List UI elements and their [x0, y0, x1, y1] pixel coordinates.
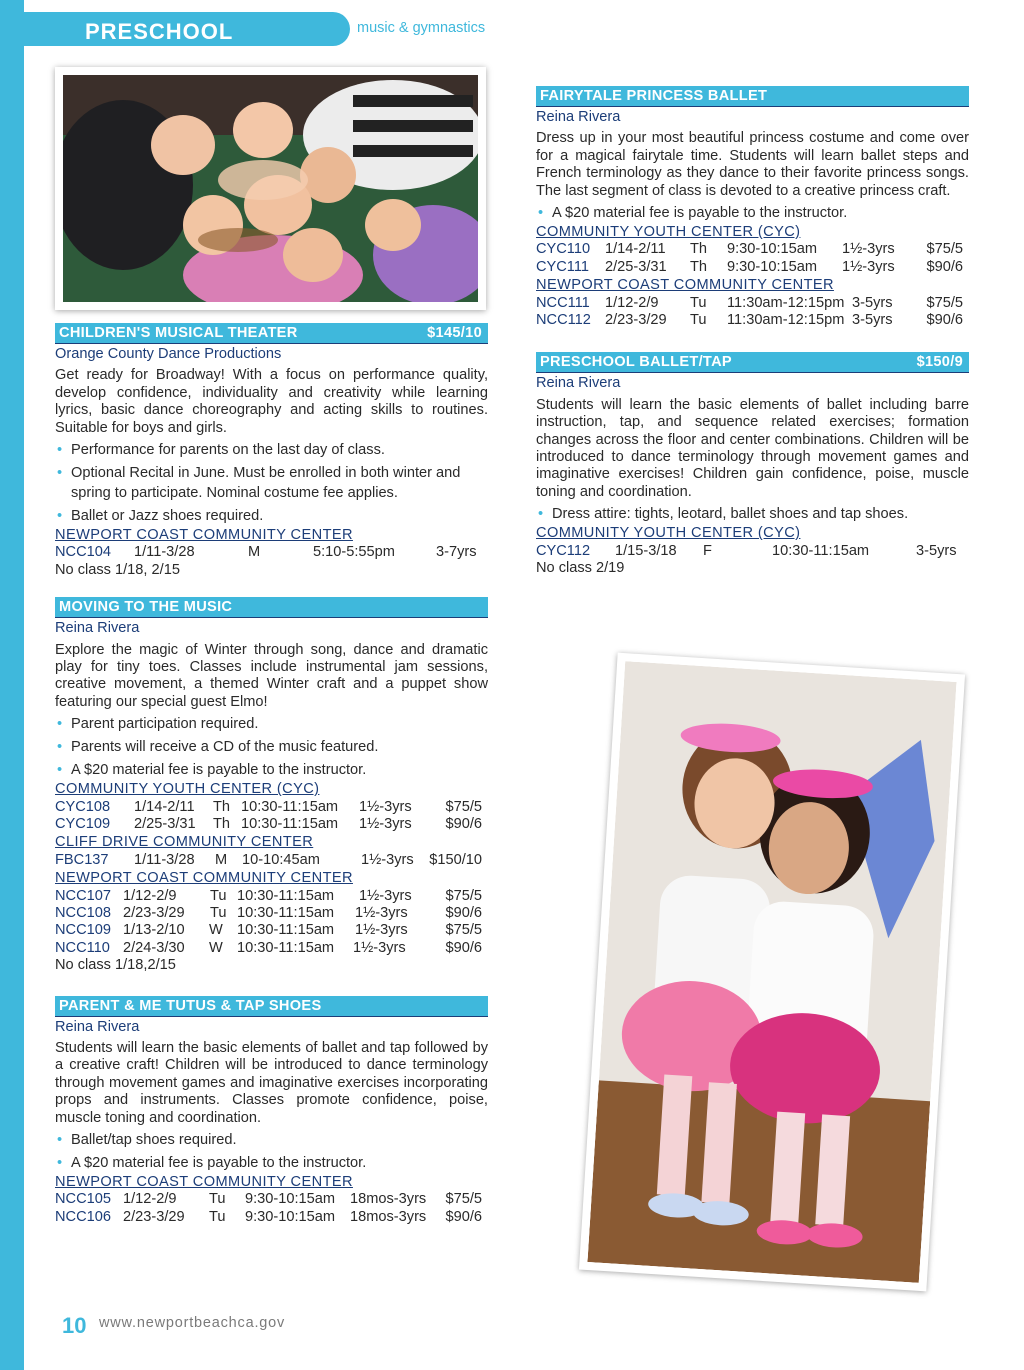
website-url: www.newportbeachca.gov: [99, 1315, 286, 1331]
class-dates: 2/23-3/29: [123, 905, 185, 922]
class-age: 3-5yrs: [852, 312, 893, 329]
course-description: Explore the magic of Winter through song, dance and dramatic play for tiny toes. Classes include instrumental jam sessions, creative movement, a themed Winter craft and a puppet show featuring our special guest Elmo!: [55, 641, 488, 710]
class-dates: 2/23-3/29: [605, 312, 667, 329]
class-age: 18mos-3yrs: [350, 1191, 427, 1208]
class-code: CYC110: [536, 241, 591, 258]
course-price: $145/10: [427, 325, 482, 341]
class-age: 3-5yrs: [852, 294, 893, 311]
class-code: NCC112: [536, 312, 591, 329]
class-age: 1½-3yrs: [359, 816, 412, 833]
class-age: 3-7yrs: [436, 544, 477, 561]
left-accent-bar: [0, 0, 24, 1370]
schedule-row: [55, 905, 488, 922]
photo-kids-group: [55, 67, 486, 310]
class-dates: 2/23-3/29: [123, 1208, 185, 1225]
class-code: FBC137: [55, 851, 109, 868]
schedule-row: [55, 1191, 488, 1208]
schedule-row: [55, 922, 488, 939]
class-time: 9:30-10:15am: [727, 258, 818, 275]
class-fee: $90/6: [445, 1208, 482, 1225]
course-instructor: Reina Rivera: [55, 1018, 140, 1035]
course-instructor: Reina Rivera: [536, 109, 621, 125]
class-day: W: [209, 939, 223, 956]
class-age: 1½-3yrs: [355, 905, 408, 922]
class-age: 1½-3yrs: [353, 939, 406, 956]
location-name: COMMUNITY YOUTH CENTER (CYC): [536, 224, 801, 241]
class-day: M: [248, 544, 261, 561]
class-time: 5:10-5:55pm: [313, 544, 395, 561]
class-code: NCC104: [55, 544, 111, 561]
class-fee: $90/6: [445, 816, 482, 833]
course-description: Students will learn the basic elements of ballet including barre instruction, tap, and sequence related exercises; formation changes across the floor and center combinations. Children will be introduced to dance terminology through movement games and imaginative exercises! Children gain confidence, poise, muscle toning and coordination.: [536, 396, 969, 500]
class-day: M: [215, 851, 228, 868]
class-code: NCC110: [55, 939, 110, 956]
schedule-row: [536, 295, 969, 312]
class-code: CYC108: [55, 798, 111, 815]
schedule-row: [536, 543, 969, 560]
class-age: 3-5yrs: [916, 542, 957, 559]
class-code: CYC112: [536, 542, 591, 559]
course-title: PRESCHOOL BALLET/TAP: [540, 354, 732, 371]
schedule-row: [55, 852, 488, 869]
girls-hugging-image: [587, 661, 956, 1283]
course-bullet: • Parent participation required.: [55, 714, 488, 734]
schedule-row: [55, 940, 488, 957]
course-bullet: • A $20 material fee is payable to the instructor.: [536, 203, 969, 223]
class-dates: 2/25-3/31: [605, 258, 667, 275]
class-time: 11:30am-12:15pm: [727, 312, 845, 329]
class-fee: $75/5: [926, 294, 963, 311]
course-instructor: Reina Rivera: [55, 620, 140, 637]
class-age: 1½-3yrs: [361, 851, 414, 868]
class-day: W: [209, 922, 223, 939]
class-time: 10:30-11:15am: [237, 939, 335, 956]
class-time: 9:30-10:15am: [245, 1208, 336, 1225]
course-title-bar: [536, 86, 969, 107]
course-instructor: Reina Rivera: [536, 375, 621, 392]
course-note: No class 1/18,2/15: [55, 957, 176, 974]
class-fee: $90/6: [445, 939, 482, 956]
class-fee: $90/6: [926, 312, 963, 329]
course-childrens-musical-theater: [55, 323, 488, 579]
class-time: 9:30-10:15am: [727, 241, 818, 258]
course-bullet: • Performance for parents on the last day of class.: [55, 440, 488, 460]
class-dates: 1/11-3/28: [134, 851, 195, 868]
course-title: PARENT & ME TUTUS & TAP SHOES: [59, 997, 322, 1014]
class-fee: $75/5: [445, 922, 482, 939]
course-title: MOVING TO THE MUSIC: [59, 599, 233, 616]
class-day: F: [703, 542, 712, 559]
course-title: CHILDREN'S MUSICAL THEATER: [59, 325, 298, 341]
class-time: 9:30-10:15am: [245, 1191, 336, 1208]
schedule-row: [55, 544, 488, 561]
class-day: Th: [690, 258, 708, 275]
course-fairytale-princess-ballet: [536, 86, 969, 329]
section-subtitle: music & gymnastics: [357, 20, 486, 36]
course-title: FAIRYTALE PRINCESS BALLET: [540, 88, 768, 104]
schedule-row: [536, 312, 969, 329]
course-bullet: • Optional Recital in June. Must be enrolled in both winter and spring to participate. Nominal costume fee applies.: [55, 463, 488, 503]
course-preschool-ballet-tap: [536, 352, 969, 577]
class-age: 1½-3yrs: [359, 798, 412, 815]
course-bullet: • Ballet/tap shoes required.: [55, 1130, 488, 1150]
class-code: NCC106: [55, 1208, 111, 1225]
course-title-bar: [55, 323, 488, 344]
class-code: NCC107: [55, 887, 111, 904]
course-instructor: Orange County Dance Productions: [55, 346, 282, 362]
course-description: Dress up in your most beautiful princess costume and come over for a magical fairytale time. Students will learn ballet steps and French terminology as they dance to their favorite princess songs. The last segment of class is devoted to a creative princess craft.: [536, 130, 969, 199]
class-age: 18mos-3yrs: [350, 1208, 427, 1225]
schedule-row: [55, 799, 488, 816]
class-code: CYC111: [536, 258, 589, 275]
location-name: NEWPORT COAST COMMUNITY CENTER: [55, 870, 353, 887]
course-parent-and-me: [55, 996, 488, 1227]
class-time: 10:30-11:15am: [241, 798, 339, 815]
class-day: Tu: [210, 905, 227, 922]
course-note: No class 2/19: [536, 560, 625, 577]
left-column: [55, 323, 488, 1226]
kids-group-image: [63, 75, 478, 302]
class-dates: 1/15-3/18: [615, 542, 677, 559]
location-name: NEWPORT COAST COMMUNITY CENTER: [55, 1174, 353, 1191]
class-time: 10:30-11:15am: [241, 816, 339, 833]
class-age: 1½-3yrs: [355, 922, 408, 939]
course-bullet: • A $20 material fee is payable to the instructor.: [55, 760, 488, 780]
course-description: Get ready for Broadway! With a focus on performance quality, develop confidence, individuality and creativity while learning lyrics, basic dance choreography and acting skills to routines. Suitable for boys and girls.: [55, 367, 488, 436]
class-time: 10:30-11:15am: [237, 905, 335, 922]
right-column: [536, 86, 969, 577]
photo-girls-hugging: [579, 653, 965, 1292]
schedule-row: [55, 1209, 488, 1226]
class-dates: 1/12-2/9: [123, 887, 177, 904]
course-bullet: • Ballet or Jazz shoes required.: [55, 506, 488, 526]
class-fee: $90/6: [926, 258, 963, 275]
class-dates: 1/11-3/28: [134, 544, 195, 561]
class-dates: 1/12-2/9: [123, 1191, 177, 1208]
class-time: 10:30-11:15am: [772, 542, 870, 559]
course-title-bar: [55, 597, 488, 618]
schedule-row: [55, 888, 488, 905]
location-name: COMMUNITY YOUTH CENTER (CYC): [55, 781, 320, 798]
schedule-row: [536, 259, 969, 276]
class-time: 11:30am-12:15pm: [727, 294, 845, 311]
class-age: 1½-3yrs: [359, 887, 412, 904]
class-dates: 1/13-2/10: [123, 922, 185, 939]
course-bullet: • Dress attire: tights, leotard, ballet shoes and tap shoes.: [536, 504, 969, 524]
class-code: NCC105: [55, 1191, 111, 1208]
course-bullet: • A $20 material fee is payable to the instructor.: [55, 1153, 488, 1173]
location-name: NEWPORT COAST COMMUNITY CENTER: [55, 527, 353, 544]
class-day: Tu: [690, 294, 707, 311]
class-day: Tu: [690, 312, 707, 329]
class-dates: 2/25-3/31: [134, 816, 196, 833]
course-description: Students will learn the basic elements of ballet and tap followed by a creative craft! Children will be introduced to dance terminology through movement games and imaginative exercises incorporating props and instruments. Classes promote confidence, poise, muscle toning and coordination.: [55, 1040, 488, 1126]
class-code: NCC109: [55, 922, 111, 939]
class-fee: $75/5: [445, 1191, 482, 1208]
class-time: 10-10:45am: [242, 851, 320, 868]
class-code: CYC109: [55, 816, 111, 833]
class-dates: 1/14-2/11: [605, 241, 666, 258]
class-code: NCC108: [55, 905, 111, 922]
course-bullet: • Parents will receive a CD of the music featured.: [55, 737, 488, 757]
course-moving-to-the-music: [55, 597, 488, 974]
class-fee: $75/5: [926, 241, 963, 258]
class-day: Th: [213, 798, 231, 815]
class-dates: 1/14-2/11: [134, 798, 195, 815]
class-fee: $75/5: [445, 798, 482, 815]
class-day: Th: [213, 816, 231, 833]
class-day: Tu: [209, 1191, 226, 1208]
course-title-bar: [536, 352, 969, 373]
course-price: $150/9: [916, 354, 963, 371]
class-age: 1½-3yrs: [842, 241, 895, 258]
class-dates: 2/24-3/30: [123, 939, 185, 956]
class-fee: $90/6: [445, 905, 482, 922]
class-fee: $150/10: [429, 851, 482, 868]
schedule-row: [55, 816, 488, 833]
class-time: 10:30-11:15am: [237, 887, 335, 904]
class-age: 1½-3yrs: [842, 258, 895, 275]
section-title: PRESCHOOL: [85, 19, 234, 44]
class-day: Th: [690, 241, 708, 258]
schedule-row: [536, 241, 969, 258]
class-day: Tu: [210, 887, 227, 904]
course-note: No class 1/18, 2/15: [55, 561, 180, 578]
location-name: NEWPORT COAST COMMUNITY CENTER: [536, 277, 834, 294]
class-day: Tu: [209, 1208, 226, 1225]
class-time: 10:30-11:15am: [237, 922, 335, 939]
class-code: NCC111: [536, 294, 590, 311]
class-dates: 1/12-2/9: [605, 294, 659, 311]
class-fee: $75/5: [445, 887, 482, 904]
location-name: COMMUNITY YOUTH CENTER (CYC): [536, 525, 801, 542]
course-title-bar: [55, 996, 488, 1017]
location-name: CLIFF DRIVE COMMUNITY CENTER: [55, 834, 314, 851]
page-number: 10: [62, 1313, 87, 1338]
